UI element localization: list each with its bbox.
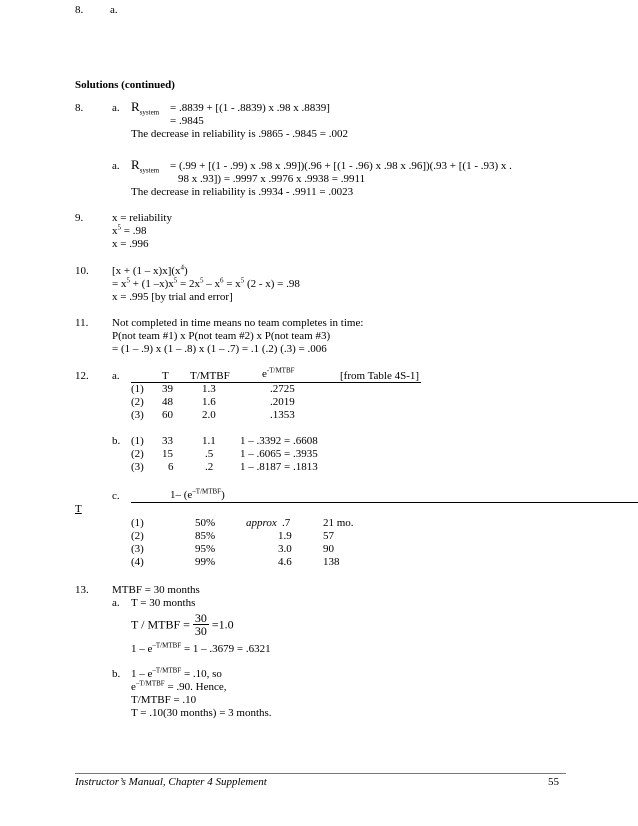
header-underline bbox=[131, 502, 638, 503]
cell: 138 bbox=[323, 556, 340, 568]
text-line: T = 30 months bbox=[131, 597, 196, 609]
problem-number: 12. bbox=[75, 370, 89, 382]
problem-number: 13. bbox=[75, 584, 89, 596]
cell: 39 bbox=[162, 383, 173, 395]
row-label: (3) bbox=[131, 409, 144, 421]
cell: 57 bbox=[323, 530, 334, 542]
row-label: (2) bbox=[131, 396, 144, 408]
equation-line: = .9845 bbox=[170, 115, 204, 127]
text-line: P(not team #1) x P(not team #2) x P(not team #3) bbox=[112, 330, 331, 342]
part-letter: b. bbox=[112, 435, 121, 447]
col-header-formula: 1– $(e^{-T/MTBF})$ bbox=[170, 487, 225, 501]
cell: 1.9 bbox=[278, 530, 292, 542]
cell: 1 – .3392 = .6608 bbox=[240, 435, 318, 447]
text-line: x = reliability bbox=[112, 212, 172, 224]
text-line: $1 - e^{-T/MTBF} = 1 - .3679 = .6321$ bbox=[131, 641, 271, 655]
cell: .2 bbox=[205, 461, 214, 473]
cell: 3.0 bbox=[278, 543, 292, 555]
problem-number: 9. bbox=[75, 212, 84, 224]
item-letter: a. bbox=[110, 4, 118, 16]
fraction-equation: T / MTBF = $\frac{30}{30}$ =1.0 bbox=[131, 610, 234, 638]
cell: 1.3 bbox=[202, 383, 216, 395]
cell: 33 bbox=[162, 435, 173, 447]
page-number: 55 bbox=[548, 776, 559, 788]
part-letter: b. bbox=[112, 668, 121, 680]
text-line: $[x + (1 - x)x](x^4)$ bbox=[112, 263, 188, 277]
cell: 15 bbox=[162, 448, 173, 460]
text-line: Not completed in time means no team completes in time: bbox=[112, 317, 364, 329]
row-label: (1) bbox=[131, 435, 144, 447]
problem-number: 8. bbox=[75, 102, 84, 114]
part-letter: a. bbox=[112, 160, 120, 172]
part-letter: a. bbox=[112, 597, 120, 609]
cell: .2019 bbox=[270, 396, 295, 408]
cell: 99% bbox=[195, 556, 216, 568]
section-heading: Solutions (continued) bbox=[75, 79, 175, 91]
cell: 85% bbox=[195, 530, 216, 542]
col-header-ratio: T/MTBF bbox=[190, 370, 230, 382]
text-line: MTBF = 30 months bbox=[112, 584, 200, 596]
text-line: T = .10(30 months) = 3 months. bbox=[131, 707, 272, 719]
row-label: (3) bbox=[131, 543, 144, 555]
cell: 60 bbox=[162, 409, 173, 421]
text-line: $x^5 = .98$ bbox=[112, 223, 147, 237]
col-header-e: $e^{-T/MTBF}$ bbox=[262, 366, 295, 380]
col-header-source: [from Table 4S-1] bbox=[340, 370, 420, 382]
text-line: = $x^5 + (1$ $-x)x^5 = 2x^5 - x^6 = x^5$ (2 - x) = .98 bbox=[112, 276, 300, 290]
footer-title: Instructor’s Manual, Chapter 4 Supplement bbox=[75, 776, 267, 788]
row-label: (4) bbox=[131, 556, 144, 568]
approx-label: approx bbox=[246, 517, 277, 529]
equation-line: 98 x .93]) = .9997 x .9976 x .9938 = .9911 bbox=[178, 173, 366, 185]
cell: 95% bbox=[195, 543, 216, 555]
note-line: The decrease in reliability is .9934 - .9911 = .0023 bbox=[131, 186, 354, 198]
part-letter: a. bbox=[112, 102, 120, 114]
text-line: $e^{-T/MTBF} = .90$. Hence, bbox=[131, 679, 227, 693]
fraction: $\frac{30}{30}$ bbox=[194, 610, 207, 638]
row-label: (1) bbox=[131, 517, 144, 529]
problem-number: 11. bbox=[75, 317, 89, 329]
row-label: (2) bbox=[131, 448, 144, 460]
cell: 1 – .6065 = .3935 bbox=[240, 448, 318, 460]
cell: 1.1 bbox=[202, 435, 216, 447]
row-label: (2) bbox=[131, 530, 144, 542]
cell: 2.0 bbox=[202, 409, 216, 421]
text-line: $1 - e^{-T/MTBF} = .10$, so bbox=[131, 666, 222, 680]
cell: 21 mo. bbox=[323, 517, 354, 529]
text-line: T/MTBF = .10 bbox=[131, 694, 197, 706]
cell: 1.6 bbox=[202, 396, 216, 408]
cell: 4.6 bbox=[278, 556, 292, 568]
row-label: (1) bbox=[131, 383, 144, 395]
text-line: x = .996 bbox=[112, 238, 149, 250]
cell: 48 bbox=[162, 396, 173, 408]
text-line: x = .995 [by trial and error] bbox=[112, 291, 233, 303]
footer-rule bbox=[75, 773, 566, 774]
item-number: 8. bbox=[75, 4, 84, 16]
cell: .7 bbox=[282, 517, 291, 529]
col-header-t: T bbox=[162, 370, 169, 382]
cell: 6 bbox=[168, 461, 174, 473]
problem-number: 10. bbox=[75, 265, 89, 277]
cell: 90 bbox=[323, 543, 334, 555]
col-header-t: T bbox=[75, 503, 82, 515]
row-label: (3) bbox=[131, 461, 144, 473]
text-line: = (1 – .9) x (1 – .8) x (1 – .7) = .1 (.2) (.3) = .006 bbox=[112, 343, 327, 355]
cell: .5 bbox=[205, 448, 214, 460]
equation-line: = .8839 + [(1 - .8839) x .98 x .8839] bbox=[170, 102, 330, 114]
r-system-symbol: $R_{system}$ bbox=[131, 99, 160, 117]
cell: .1353 bbox=[270, 409, 295, 421]
part-letter: c. bbox=[112, 490, 120, 502]
equation-line: = (.99 + [(1 - .99) x .98 x .99])(.96 + [(1 - .96) x .98 x .96])(.93 + [(1 - .93) x . bbox=[170, 160, 512, 172]
cell: 1 – .8187 = .1813 bbox=[240, 461, 318, 473]
note-line: The decrease in reliability is .9865 - .9845 = .002 bbox=[131, 128, 348, 140]
cell: 50% bbox=[195, 517, 216, 529]
r-system-symbol: $R_{system}$ bbox=[131, 157, 160, 175]
cell: .2725 bbox=[270, 383, 295, 395]
part-letter: a. bbox=[112, 370, 120, 382]
